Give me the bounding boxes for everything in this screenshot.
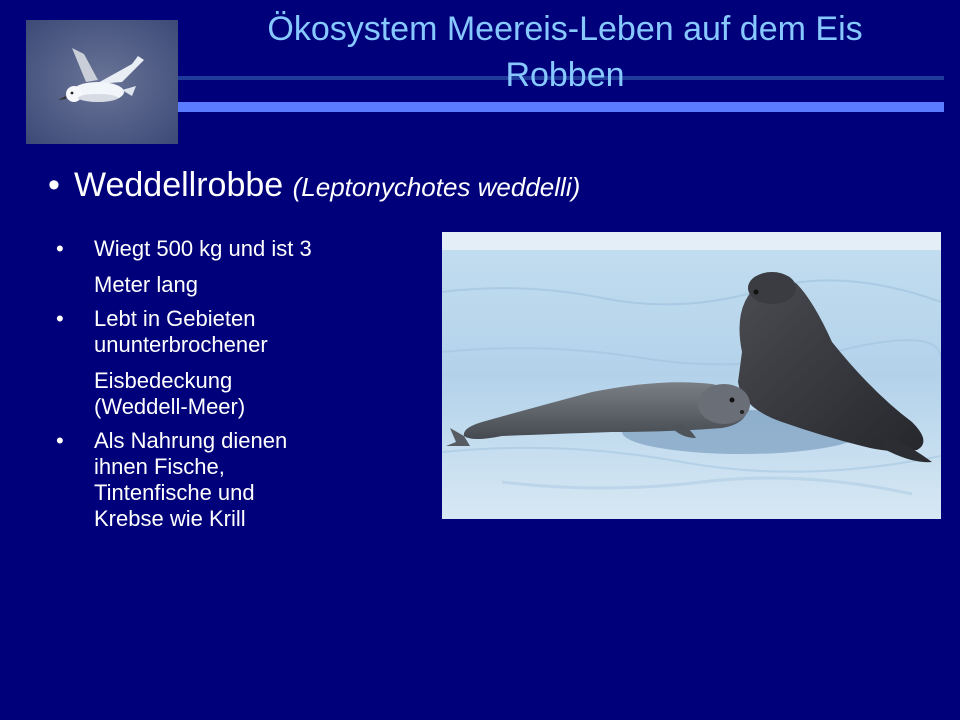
fact-line: (Weddell-Meer) [94,394,246,419]
fact-line: Meter lang [94,272,198,297]
fact-line: ununterbrochener [94,332,268,357]
fact-line: Als Nahrung dienen [94,428,288,453]
fact-bullet: • [56,306,64,331]
title-line-2: Robben [505,56,625,94]
fact-line: Krebse wie Krill [94,506,246,531]
fact-line: Eisbedeckung [94,368,233,393]
fact-item-food [56,428,436,532]
species-latin-name: (Leptonychotes weddelli) [292,172,581,202]
fact-bullet: • [56,428,64,453]
fact-line: Tintenfische und [94,480,255,505]
species-name: Weddellrobbe [74,166,284,204]
fact-item-weight [56,236,436,298]
fact-bullet: • [56,236,64,261]
bird-thumbnail-image [26,20,178,144]
header-rule [178,102,944,112]
slide-title [180,6,950,98]
fact-line: Wiegt 500 kg und ist 3 [94,236,312,261]
fact-item-habitat [56,306,436,420]
heading-bullet: • [48,166,60,204]
fact-line: Lebt in Gebieten [94,306,256,331]
fact-line: ihnen Fische, [94,454,225,479]
species-heading [48,163,580,209]
title-line-1: Ökosystem Meereis-Leben auf dem Eis [267,10,863,48]
fact-list [56,236,436,540]
weddell-seal-photo [442,232,941,519]
